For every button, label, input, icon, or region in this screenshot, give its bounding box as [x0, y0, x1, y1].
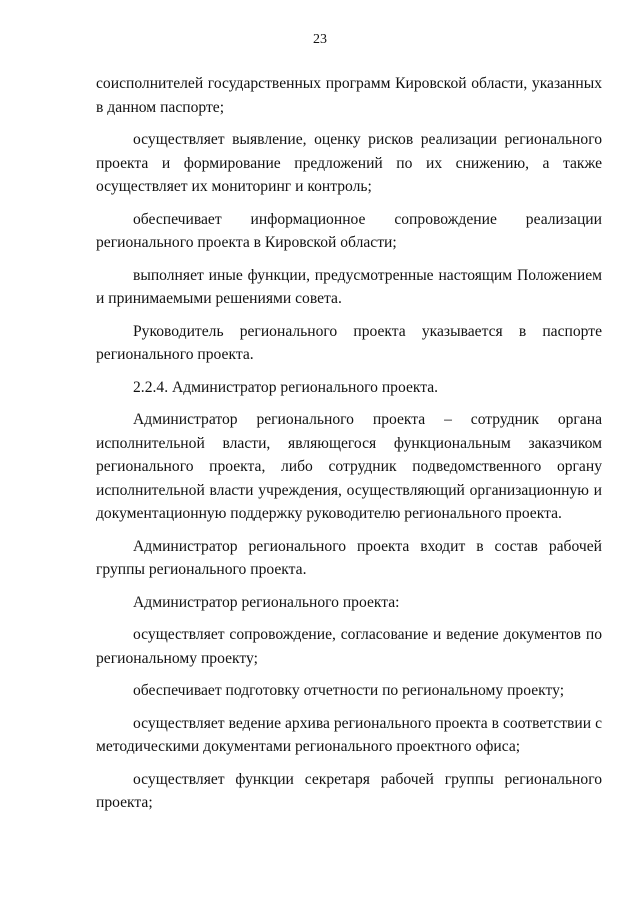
paragraph: осуществляет сопровождение, согласование и ведение документов по региональному проекту;: [96, 626, 602, 667]
page-number: 23: [313, 32, 327, 47]
paragraph: соисполнителей государственных программ Кировской области, указанных в данном паспорте;: [96, 75, 602, 116]
paragraph: осуществляет функции секретаря рабочей группы регионального проекта;: [96, 770, 602, 811]
paragraph: Руководитель регионального проекта указывается в паспорте регионального проекта.: [96, 322, 602, 363]
section-heading: 2.2.4. Администратор регионального проекта.: [133, 378, 439, 396]
document-body: [96, 72, 602, 824]
paragraph: осуществляет выявление, оценку рисков реализации регионального проекта и формирование предложений по их снижению, а также осуществляет их мониторинг и контроль;: [96, 131, 602, 195]
paragraph: обеспечивает подготовку отчетности по региональному проекту;: [133, 682, 565, 699]
paragraph: Администратор регионального проекта – сотрудник органа исполнительной власти, являющегося функциональным заказчиком регионального проекта, либо сотрудник подведомственного органу исполнительной власти учреждения, осуществляющий организационную и документационную поддержку руководителю регионального проекта.: [96, 411, 602, 522]
paragraph: обеспечивает информационное сопровождение реализации регионального проекта в Кировской области;: [96, 210, 602, 251]
paragraph: выполняет иные функции, предусмотренные настоящим Положением и принимаемыми решениями совета.: [96, 266, 602, 307]
paragraph: осуществляет ведение архива регионального проекта в соответствии с методическими документами регионального проектного офиса;: [96, 714, 602, 755]
paragraph: Администратор регионального проекта входит в состав рабочей группы регионального проекта.: [96, 537, 602, 578]
paragraph: Администратор регионального проекта:: [133, 593, 400, 611]
